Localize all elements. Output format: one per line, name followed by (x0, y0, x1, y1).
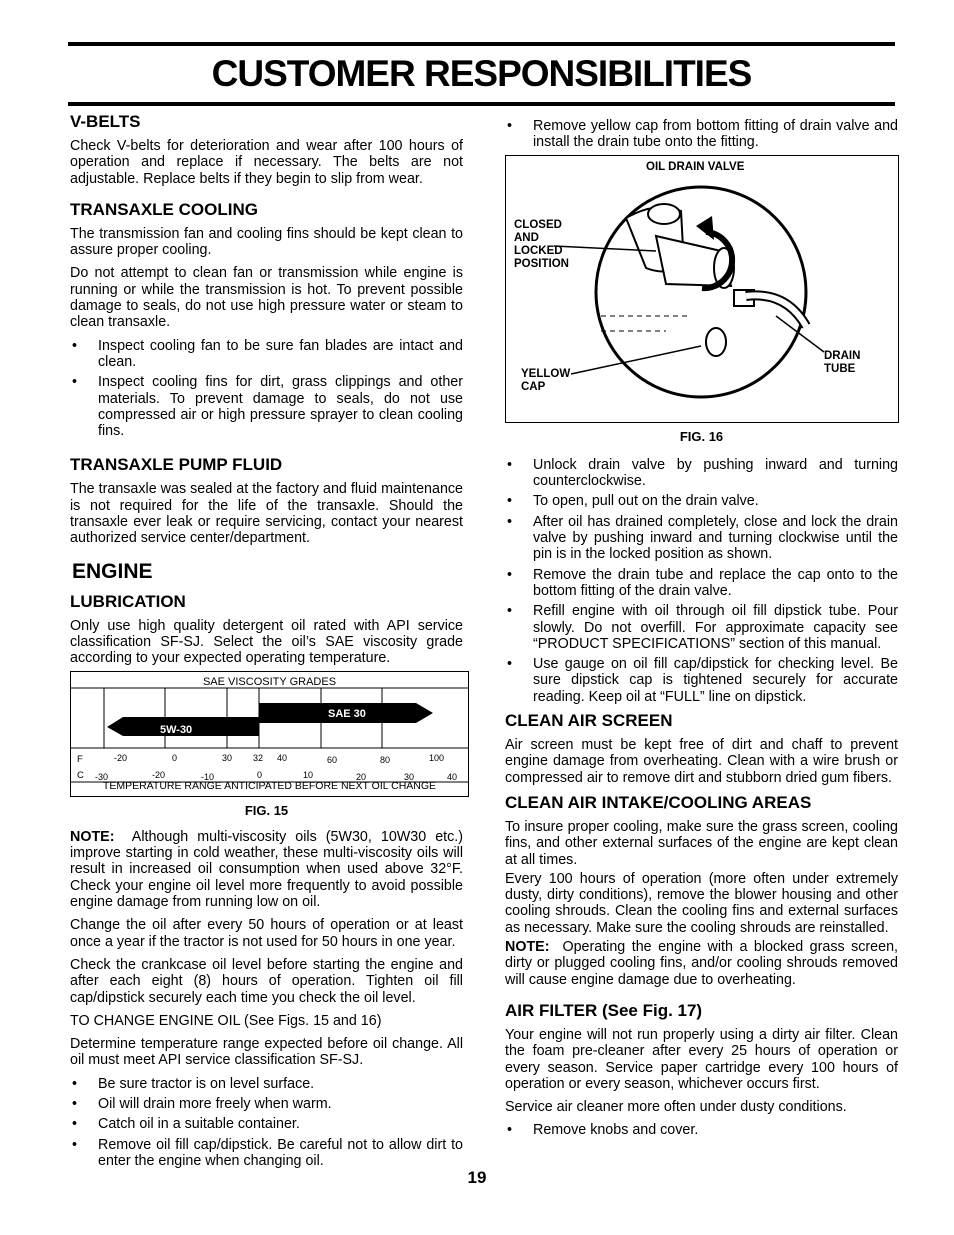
sae30-label: SAE 30 (328, 707, 366, 720)
drain-steps-bullet-list (505, 457, 898, 705)
list-item: • Remove the drain tube and replace the cap onto to the bottom fitting of the drain valve. (505, 567, 898, 600)
f-tick: 0 (172, 752, 178, 763)
list-item: • Use gauge on oil fill cap/dipstick for checking level. Be sure dipstick cap is tightened securely for accurate reading. Keep oil at “FULL” line on dipstick. (505, 656, 898, 705)
c-tick: -30 (95, 771, 109, 782)
c-tick: 20 (356, 771, 367, 782)
yellow-cap-label: YELLOW CAP (521, 367, 571, 393)
list-item: • Remove knobs and cover. (505, 1122, 898, 1138)
c-tick: -20 (152, 769, 166, 780)
f-tick: 100 (429, 752, 445, 763)
air-screen-text: Air screen must be kept free of dirt and chaff to prevent engine damage from overheating. Clean with a wire brush or compressed air to remove dirt and stubborn dried gum fibers. (505, 737, 898, 786)
sae-viscosity-chart (70, 671, 469, 797)
fig16-title: OIL DRAIN VALVE (646, 160, 745, 173)
fig16-caption: FIG. 16 (679, 428, 724, 444)
vbelts-heading: V-BELTS (70, 112, 141, 131)
f-tick: 60 (327, 754, 338, 765)
list-item: • Refill engine with oil through oil fill dipstick tube. Pour slowly. Do not overfill. For approximate capacity see “PRODUCT SPECIFICATIONS” section of this manual. (505, 603, 898, 652)
list-item: • Remove yellow cap from bottom fitting of drain valve and install the drain tube onto the fitting. (505, 118, 898, 151)
intake-paragraph-2: Every 100 hours of operation (more often under extremely dusty, dirty conditions), remove the blower housing and other cooling shrouds. Clean the cooling fins and external surfaces as necessary. Make sure the cooling shrouds are reinstalled. (505, 870, 898, 936)
c-tick: 30 (404, 771, 415, 782)
change-paragraph-2: Check the crankcase oil level before starting the engine and after each eight (8) hours of operation. Tighten oil fill cap/dipstick securely each time you check the oil level. (70, 956, 463, 1006)
change-paragraph-4: Determine temperature range expected before oil change. All oil must meet API service classification SF-SJ. (70, 1036, 463, 1069)
title-rule (68, 102, 895, 106)
air-filter-paragraph-1: Your engine will not run properly using a dirty air filter. Clean the foam pre-cleaner after every 25 hours of operation or every season. Service paper cartridge every 100 hours of operation or every season, whichever occurs first. (505, 1026, 898, 1092)
list-item: • Inspect cooling fan to be sure fan blades are intact and clean. (70, 338, 463, 371)
left-column (70, 112, 463, 1175)
oil-drain-valve-figure (505, 155, 899, 423)
lubrication-text: Only use high quality detergent oil rated with API service classification SF-SJ. Select the oil’s SAE viscosity grade according to your expected operating temperature. (70, 617, 463, 667)
clean-air-screen-heading: CLEAN AIR SCREEN (505, 711, 673, 731)
f-tick: -20 (114, 752, 128, 763)
f-tick: 80 (380, 754, 391, 765)
air-filter-heading: AIR FILTER (See Fig. 17) (505, 1000, 703, 1020)
list-item: • Inspect cooling fins for dirt, grass clippings and other materials. To prevent damage to seals, do not use compressed air or high pressure sprayer to clean cooling fins. (70, 374, 463, 439)
note-label: NOTE: (70, 828, 115, 845)
engine-heading: ENGINE (72, 559, 153, 583)
top-rule (68, 42, 895, 46)
change-oil-bullet-list (70, 1076, 463, 1169)
celsius-label: C (77, 769, 84, 781)
drain-tube-label: DRAIN TUBE (824, 349, 861, 375)
note-label: NOTE: (505, 939, 550, 956)
c-tick: 10 (303, 769, 314, 780)
change-paragraph-1: Change the oil after every 50 hours of operation or at least once a year if the tractor is not used for 50 hours in one year. (70, 917, 463, 950)
closed-locked-label: CLOSED AND LOCKED POSITION (514, 218, 569, 270)
note-text: Although multi-viscosity oils (5W30, 10W30 etc.) improve starting in cold weather, these multi-viscosity oils will result in increased oil consumption when used above 32°F. Check your engine oil level more frequently to avoid possible engine damage from running low on oil. (70, 828, 464, 911)
c-tick: -10 (201, 771, 215, 782)
page-number: 19 (467, 1168, 487, 1187)
transaxle-cooling-heading: TRANSAXLE COOLING (70, 199, 258, 219)
intake-note (505, 939, 898, 988)
list-item: • Remove oil fill cap/dipstick. Be careful not to allow dirt to enter the engine when changing oil. (70, 1137, 463, 1170)
change-paragraph-3: TO CHANGE ENGINE OIL (See Figs. 15 and 16) (70, 1012, 382, 1029)
drain-tube-bullet-list (505, 118, 898, 151)
f-tick: 40 (277, 752, 288, 763)
cooling-paragraph-1: The transmission fan and cooling fins should be kept clean to assure proper cooling. (70, 225, 463, 259)
transaxle-pump-fluid-heading: TRANSAXLE PUMP FLUID (70, 455, 283, 475)
f-tick: 30 (222, 752, 233, 763)
lubrication-heading: LUBRICATION (70, 591, 186, 611)
5w30-label: 5W-30 (160, 723, 193, 736)
pump-fluid-text: The transaxle was sealed at the factory and fluid maintenance is not required for the life of the transaxle. Should the transaxle ever leak or require servicing, contact your nearest authorized service center/department. (70, 481, 463, 547)
chart-footer: TEMPERATURE RANGE ANTICIPATED BEFORE NEXT OIL CHANGE (102, 780, 437, 793)
fig15-caption: FIG. 15 (244, 802, 289, 818)
page-title: CUSTOMER RESPONSIBILITIES (211, 53, 752, 94)
cooling-paragraph-2: Do not attempt to clean fan or transmission while engine is running or while the transmission is hot. To prevent possible damage to seals, do not use high pressure water or steam to clean transaxle. (70, 265, 463, 331)
c-tick: 40 (447, 771, 458, 782)
intake-paragraph-1: To insure proper cooling, make sure the grass screen, cooling fins, and other external surfaces of the engine are kept clean at all times. (505, 818, 898, 868)
list-item: • Be sure tractor is on level surface. (70, 1076, 463, 1092)
fahrenheit-label: F (77, 753, 83, 765)
list-item: • Unlock drain valve by pushing inward and turning counterclockwise. (505, 457, 898, 490)
list-item: • Oil will drain more freely when warm. (70, 1096, 463, 1112)
vbelts-text: Check V-belts for deterioration and wear after 100 hours of operation and replace if necessary. The belts are not adjustable. Replace belts if they begin to slip from wear. (70, 138, 463, 187)
air-filter-bullet-list (505, 1122, 898, 1138)
f-tick: 32 (253, 752, 264, 763)
list-item: • To open, pull out on the drain valve. (505, 493, 898, 509)
right-column (505, 118, 898, 1145)
note-text: Operating the engine with a blocked grass screen, dirty or plugged cooling fins, and/or cooling shrouds removed will cause engine damage due to overheating. (505, 939, 898, 988)
air-filter-paragraph-2: Service air cleaner more often under dusty conditions. (505, 1099, 847, 1116)
c-tick: 0 (257, 769, 263, 780)
list-item: • After oil has drained completely, close and lock the drain valve by pushing inward and turning clockwise until the pin is in the locked position as shown. (505, 514, 898, 563)
list-item: • Catch oil in a suitable container. (70, 1116, 463, 1132)
cooling-bullet-list (70, 338, 463, 440)
multi-viscosity-note (70, 829, 463, 910)
air-intake-heading: CLEAN AIR INTAKE/COOLING AREAS (505, 792, 812, 812)
chart-title: SAE VISCOSITY GRADES (202, 675, 337, 688)
